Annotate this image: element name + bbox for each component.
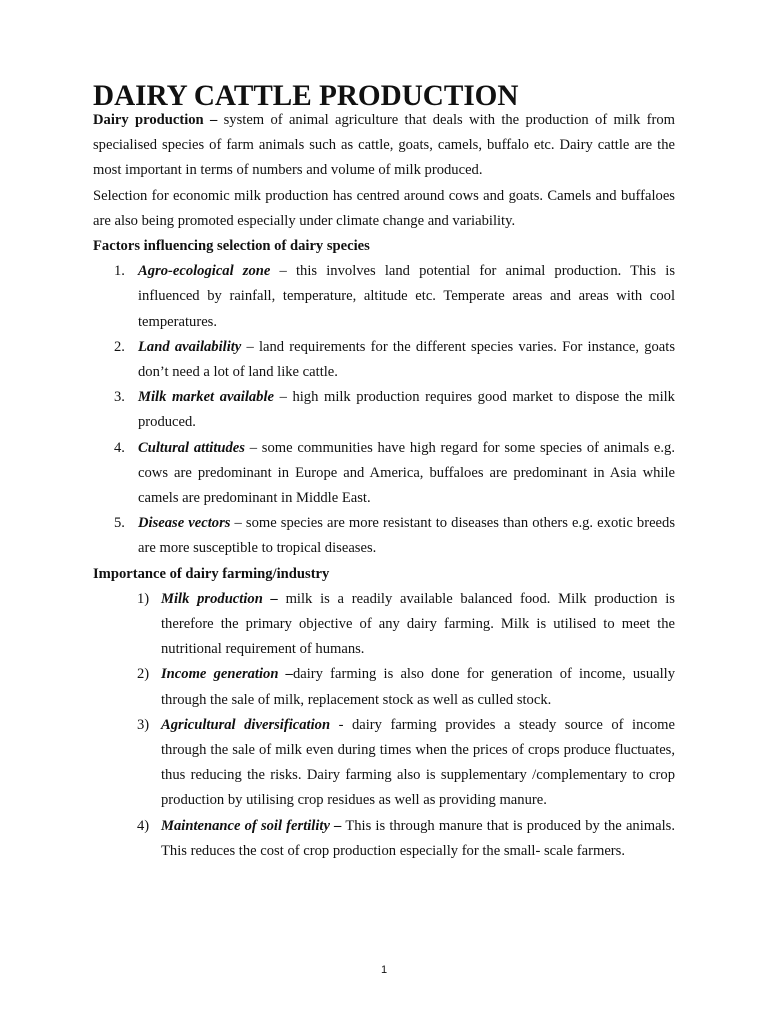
item-number: 1. [114, 263, 125, 280]
list-item [114, 385, 675, 435]
item-number: 3) [137, 716, 150, 733]
item-term: Agricultural diversification [161, 716, 331, 733]
item-number: 2. [114, 338, 125, 355]
item-term: Cultural attitudes [138, 439, 245, 456]
list-item [137, 662, 675, 712]
item-text: milk is a readily available balanced food. Milk production is therefore the primary objective of any dairy farming. Milk is utilised to meet the nutritional requirement of humans. [161, 590, 675, 658]
item-number: 5. [114, 515, 125, 532]
item-text: – high milk production requires good market to dispose the milk produced. [138, 389, 675, 431]
item-text: - dairy farming provides a steady source of income through the sale of milk even during times when the prices of crops produce fluctuates, thus reducing the risks. Dairy farming also is supplementary /complementary to crop production by utilising crop residues as well as providing manure. [161, 716, 675, 809]
intro-term: Dairy production – [93, 112, 218, 128]
list-item [114, 511, 675, 561]
list-item [114, 436, 675, 512]
list-item [114, 259, 675, 335]
item-number: 1) [137, 590, 150, 607]
item-text: – some species are more resistant to diseases than others e.g. exotic breeds are more susceptible to tropical diseases. [138, 515, 675, 557]
list-item [114, 335, 675, 385]
item-term: Agro-ecological zone [138, 263, 271, 280]
item-text: – some communities have high regard for some species of animals e.g. cows are predominant in Europe and America, buffaloes are predominant in Asia while camels are predominant in Middle East. [138, 439, 676, 507]
item-text: dairy farming is also done for generation of income, usually through the sale of milk, replacement stock as well as culled stock. [161, 666, 675, 708]
item-text: This is through manure that is produced by the animals. This reduces the cost of crop production especially for the small- scale farmers. [161, 817, 675, 859]
item-term: Milk market available [138, 389, 274, 406]
item-number: 4) [137, 817, 150, 834]
item-term: Milk production – [161, 590, 278, 607]
intro-text: system of animal agriculture that deals with the production of milk from specialised species of farm animals such as cattle, goats, camels, buffalo etc. Dairy cattle are the most important in terms of numbers and volume of milk produced. [93, 112, 675, 179]
item-term: Land availability [138, 338, 242, 355]
item-number: 2) [137, 666, 150, 683]
page-number: 1 [380, 964, 388, 976]
selection-paragraph: Selection for economic milk production has centred around cows and goats. Camels and buffaloes are also being promoted especially under climate change and variability. [93, 187, 675, 229]
item-term: Disease vectors [138, 515, 231, 532]
importance-list [137, 587, 675, 864]
factors-heading: Factors influencing selection of dairy species [93, 238, 370, 255]
item-number: 3. [114, 389, 125, 406]
list-item [137, 713, 675, 814]
item-term: Maintenance of soil fertility – [161, 817, 342, 834]
importance-heading: Importance of dairy farming/industry [93, 565, 330, 582]
intro-paragraph [93, 108, 675, 184]
factors-list [114, 259, 675, 561]
item-term: Income generation – [161, 666, 293, 683]
item-text: – land requirements for the different species varies. For instance, goats don’t need a lot of land like cattle. [138, 338, 676, 381]
list-item [137, 587, 675, 663]
item-text: – this involves land potential for animal production. This is influenced by rainfall, temperature, altitude etc. Temperate areas and areas with cool temperatures. [138, 263, 676, 330]
item-number: 4. [114, 439, 125, 456]
list-item [137, 814, 675, 864]
document-title: DAIRY CATTLE PRODUCTION [93, 80, 519, 112]
